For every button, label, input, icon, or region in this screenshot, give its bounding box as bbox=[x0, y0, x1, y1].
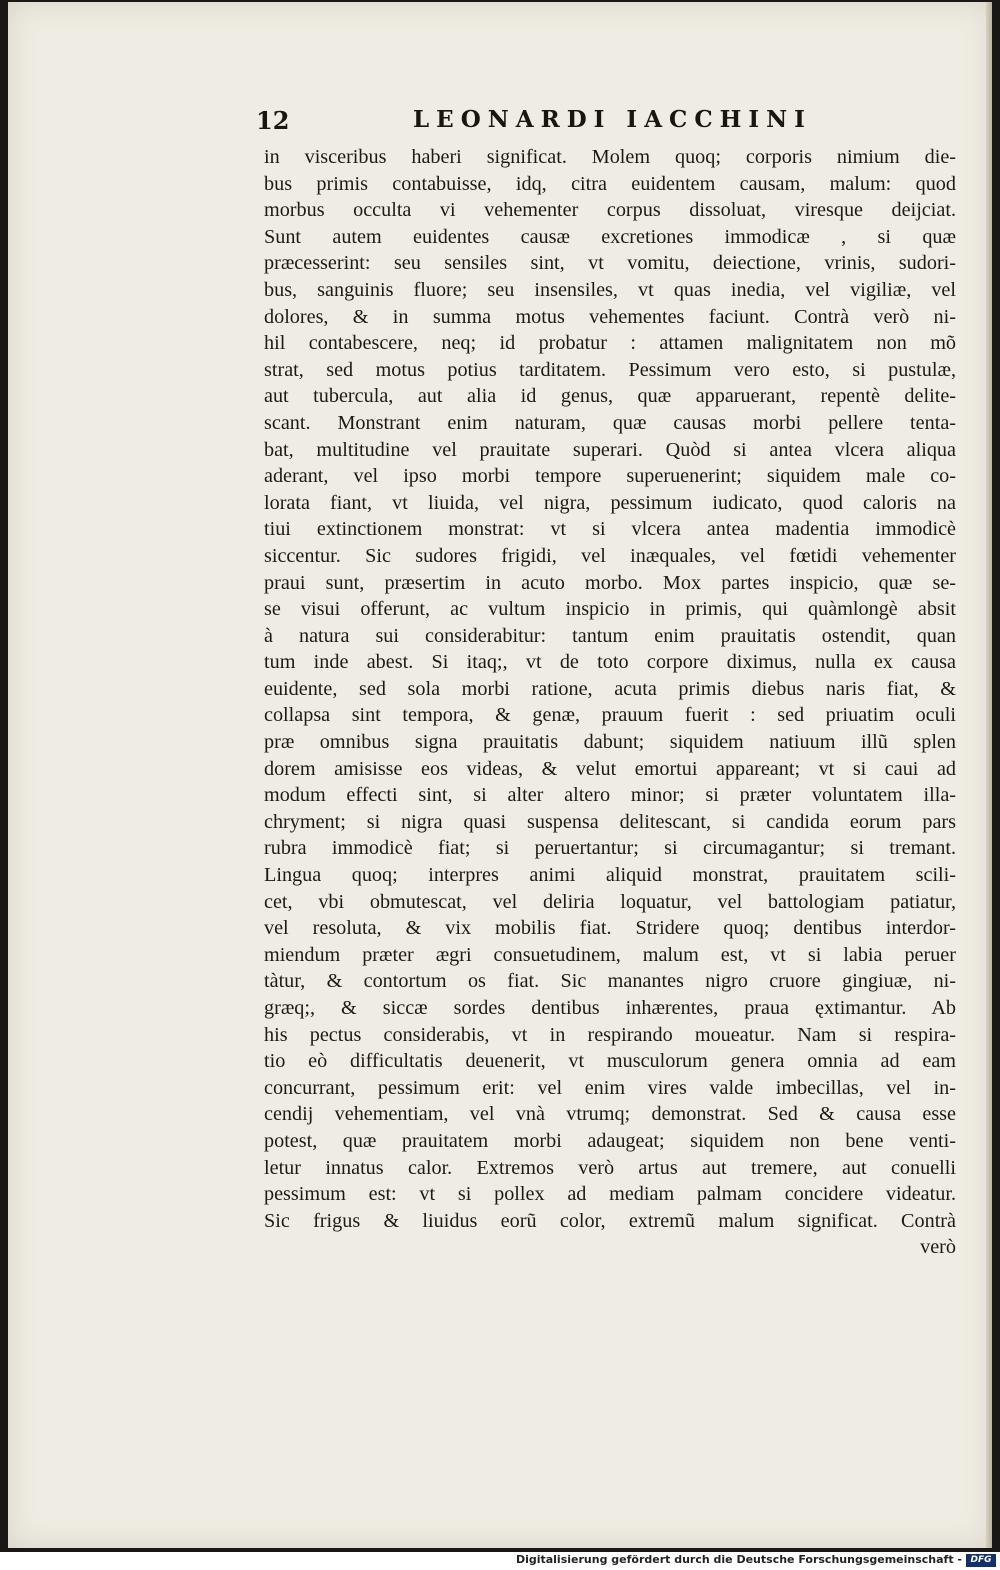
text-line: cet, vbi obmutescat, vel deliria loquatur, vel battologiam patiatur, bbox=[264, 890, 956, 913]
running-head bbox=[8, 106, 992, 146]
text-line: præcesserint: seu sensiles sint, vt vomitu, deiectione, vrinis, sudori- bbox=[264, 252, 956, 275]
text-line: siccentur. Sic sudores frigidi, vel inæquales, vel fœtidi vehementer bbox=[264, 544, 956, 567]
text-line: modum effecti sint, si alter altero minor; si præter voluntatem illa- bbox=[264, 784, 956, 807]
text-line: græq;, & siccæ sordes dentibus inhærentes, praua ęxtimantur. Ab bbox=[264, 997, 956, 1019]
text-line: Sic frigus & liuidus eorũ color, extremũ malum significat. Contrà bbox=[264, 1209, 956, 1232]
text-line: bat, multitudine vel prauitate superari. Quòd si antea vlcera aliqua bbox=[264, 438, 956, 461]
catchword: verò bbox=[920, 1236, 956, 1259]
text-line: praui sunt, præsertim in acuto morbo. Mox partes inspicio, quæ se- bbox=[264, 571, 956, 594]
page-edge bbox=[986, 2, 992, 1548]
text-line: tum inde abest. Si itaq;, vt de toto corpore diximus, nulla ex causa bbox=[264, 651, 956, 674]
text-line: tio eò difficultatis deuenerit, vt musculorum genera omnia ad eam bbox=[264, 1050, 956, 1073]
text-line: pessimum est: vt si pollex ad mediam palmam concidere videatur. bbox=[264, 1183, 956, 1206]
text-line: aut tubercula, aut alia id genus, quæ apparuerant, repentè delite- bbox=[264, 385, 956, 408]
text-line: rubra immodicè fiat; si peruertantur; si circumagantur; si tremant. bbox=[264, 837, 956, 860]
body-text bbox=[264, 144, 956, 1261]
text-line: lorata fiant, vt liuida, vel nigra, pessimum iudicato, quod caloris na bbox=[264, 491, 956, 514]
text-line: dorem amisisse eos videas, & velut emortui appareant; vt si caui ad bbox=[264, 757, 956, 780]
footer-bar bbox=[0, 1552, 1000, 1570]
text-line: potest, quæ prauitatem morbi adaugeat; siquidem non bene venti- bbox=[264, 1129, 956, 1152]
text-line: letur innatus calor. Extremos verò artus aut tremere, aut conuelli bbox=[264, 1156, 956, 1179]
text-line: vel resoluta, & vix mobilis fiat. Stridere quoq; dentibus interdor- bbox=[264, 917, 956, 940]
text-line: euidente, sed sola morbi ratione, acuta primis diebus naris fiat, & bbox=[264, 677, 956, 700]
text-line: cendij vehementiam, vel vnà vtrumq; demonstrat. Sed & causa esse bbox=[264, 1103, 956, 1126]
text-line: strat, sed motus potius tarditatem. Pessimum vero esto, si pustulæ, bbox=[264, 358, 956, 381]
book-page bbox=[8, 2, 992, 1548]
text-line: aderant, vel ipso morbi tempore superuenerint; siquidem male co- bbox=[264, 465, 956, 488]
text-line: miendum præter ægri consuetudinem, malum est, vt si labia peruer bbox=[264, 943, 956, 966]
dfg-logo-icon: DFG bbox=[966, 1554, 996, 1567]
text-line: tàtur, & contortum os fiat. Sic manantes nigro cruore gingiuæ, ni- bbox=[264, 970, 956, 993]
text-line: præ omnibus signa prauitatis dabunt; siquidem natiuum illũ splen bbox=[264, 731, 956, 754]
text-line: bus primis contabuisse, idq, citra euidentem causam, malum: quod bbox=[264, 172, 956, 195]
running-head-title: LEONARDI IACCHINI bbox=[413, 106, 812, 133]
text-line: se visui offerunt, ac vultum inspicio in primis, qui quàmlongè absit bbox=[264, 598, 956, 621]
text-line: dolores, & in summa motus vehementes faciunt. Contrà verò ni- bbox=[264, 305, 956, 328]
text-line: collapsa sint tempora, & genæ, prauum fuerit : sed priuatim oculi bbox=[264, 704, 956, 727]
text-line: in visceribus haberi significat. Molem quoq; corporis nimium die- bbox=[264, 146, 956, 168]
text-line: à natura sui considerabitur: tantum enim prauitatis ostendit, quan bbox=[264, 624, 956, 647]
text-line: scant. Monstrant enim naturam, quæ causas morbi pellere tenta- bbox=[264, 411, 956, 434]
text-line: morbus occulta vi vehementer corpus dissoluat, viresque deijciat. bbox=[264, 199, 956, 222]
digitization-credit: Digitalisierung gefördert durch die Deutsche Forschungsgemeinschaft - bbox=[515, 1553, 962, 1566]
text-line: his pectus considerabis, vt in respirando moueatur. Nam si respira- bbox=[264, 1023, 956, 1046]
page-number: 12 bbox=[256, 106, 290, 135]
text-line: concurrant, pessimum erit: vel enim vires valde imbecillas, vel in- bbox=[264, 1076, 956, 1099]
text-line: Sunt autem euidentes causæ excretiones immodicæ , si quæ bbox=[264, 225, 956, 248]
text-line: tiui extinctionem monstrat: vt si vlcera antea madentia immodicè bbox=[264, 518, 956, 541]
text-line: bus, sanguinis fluore; seu insensiles, vt quas inedia, vel vigiliæ, vel bbox=[264, 278, 956, 301]
text-line: chryment; si nigra quasi suspensa delitescant, si candida eorum pars bbox=[264, 810, 956, 833]
text-line: hil contabescere, neq; id probatur : attamen malignitatem non mõ bbox=[264, 332, 956, 355]
text-line: Lingua quoq; interpres animi aliquid monstrat, prauitatem scili- bbox=[264, 864, 956, 887]
